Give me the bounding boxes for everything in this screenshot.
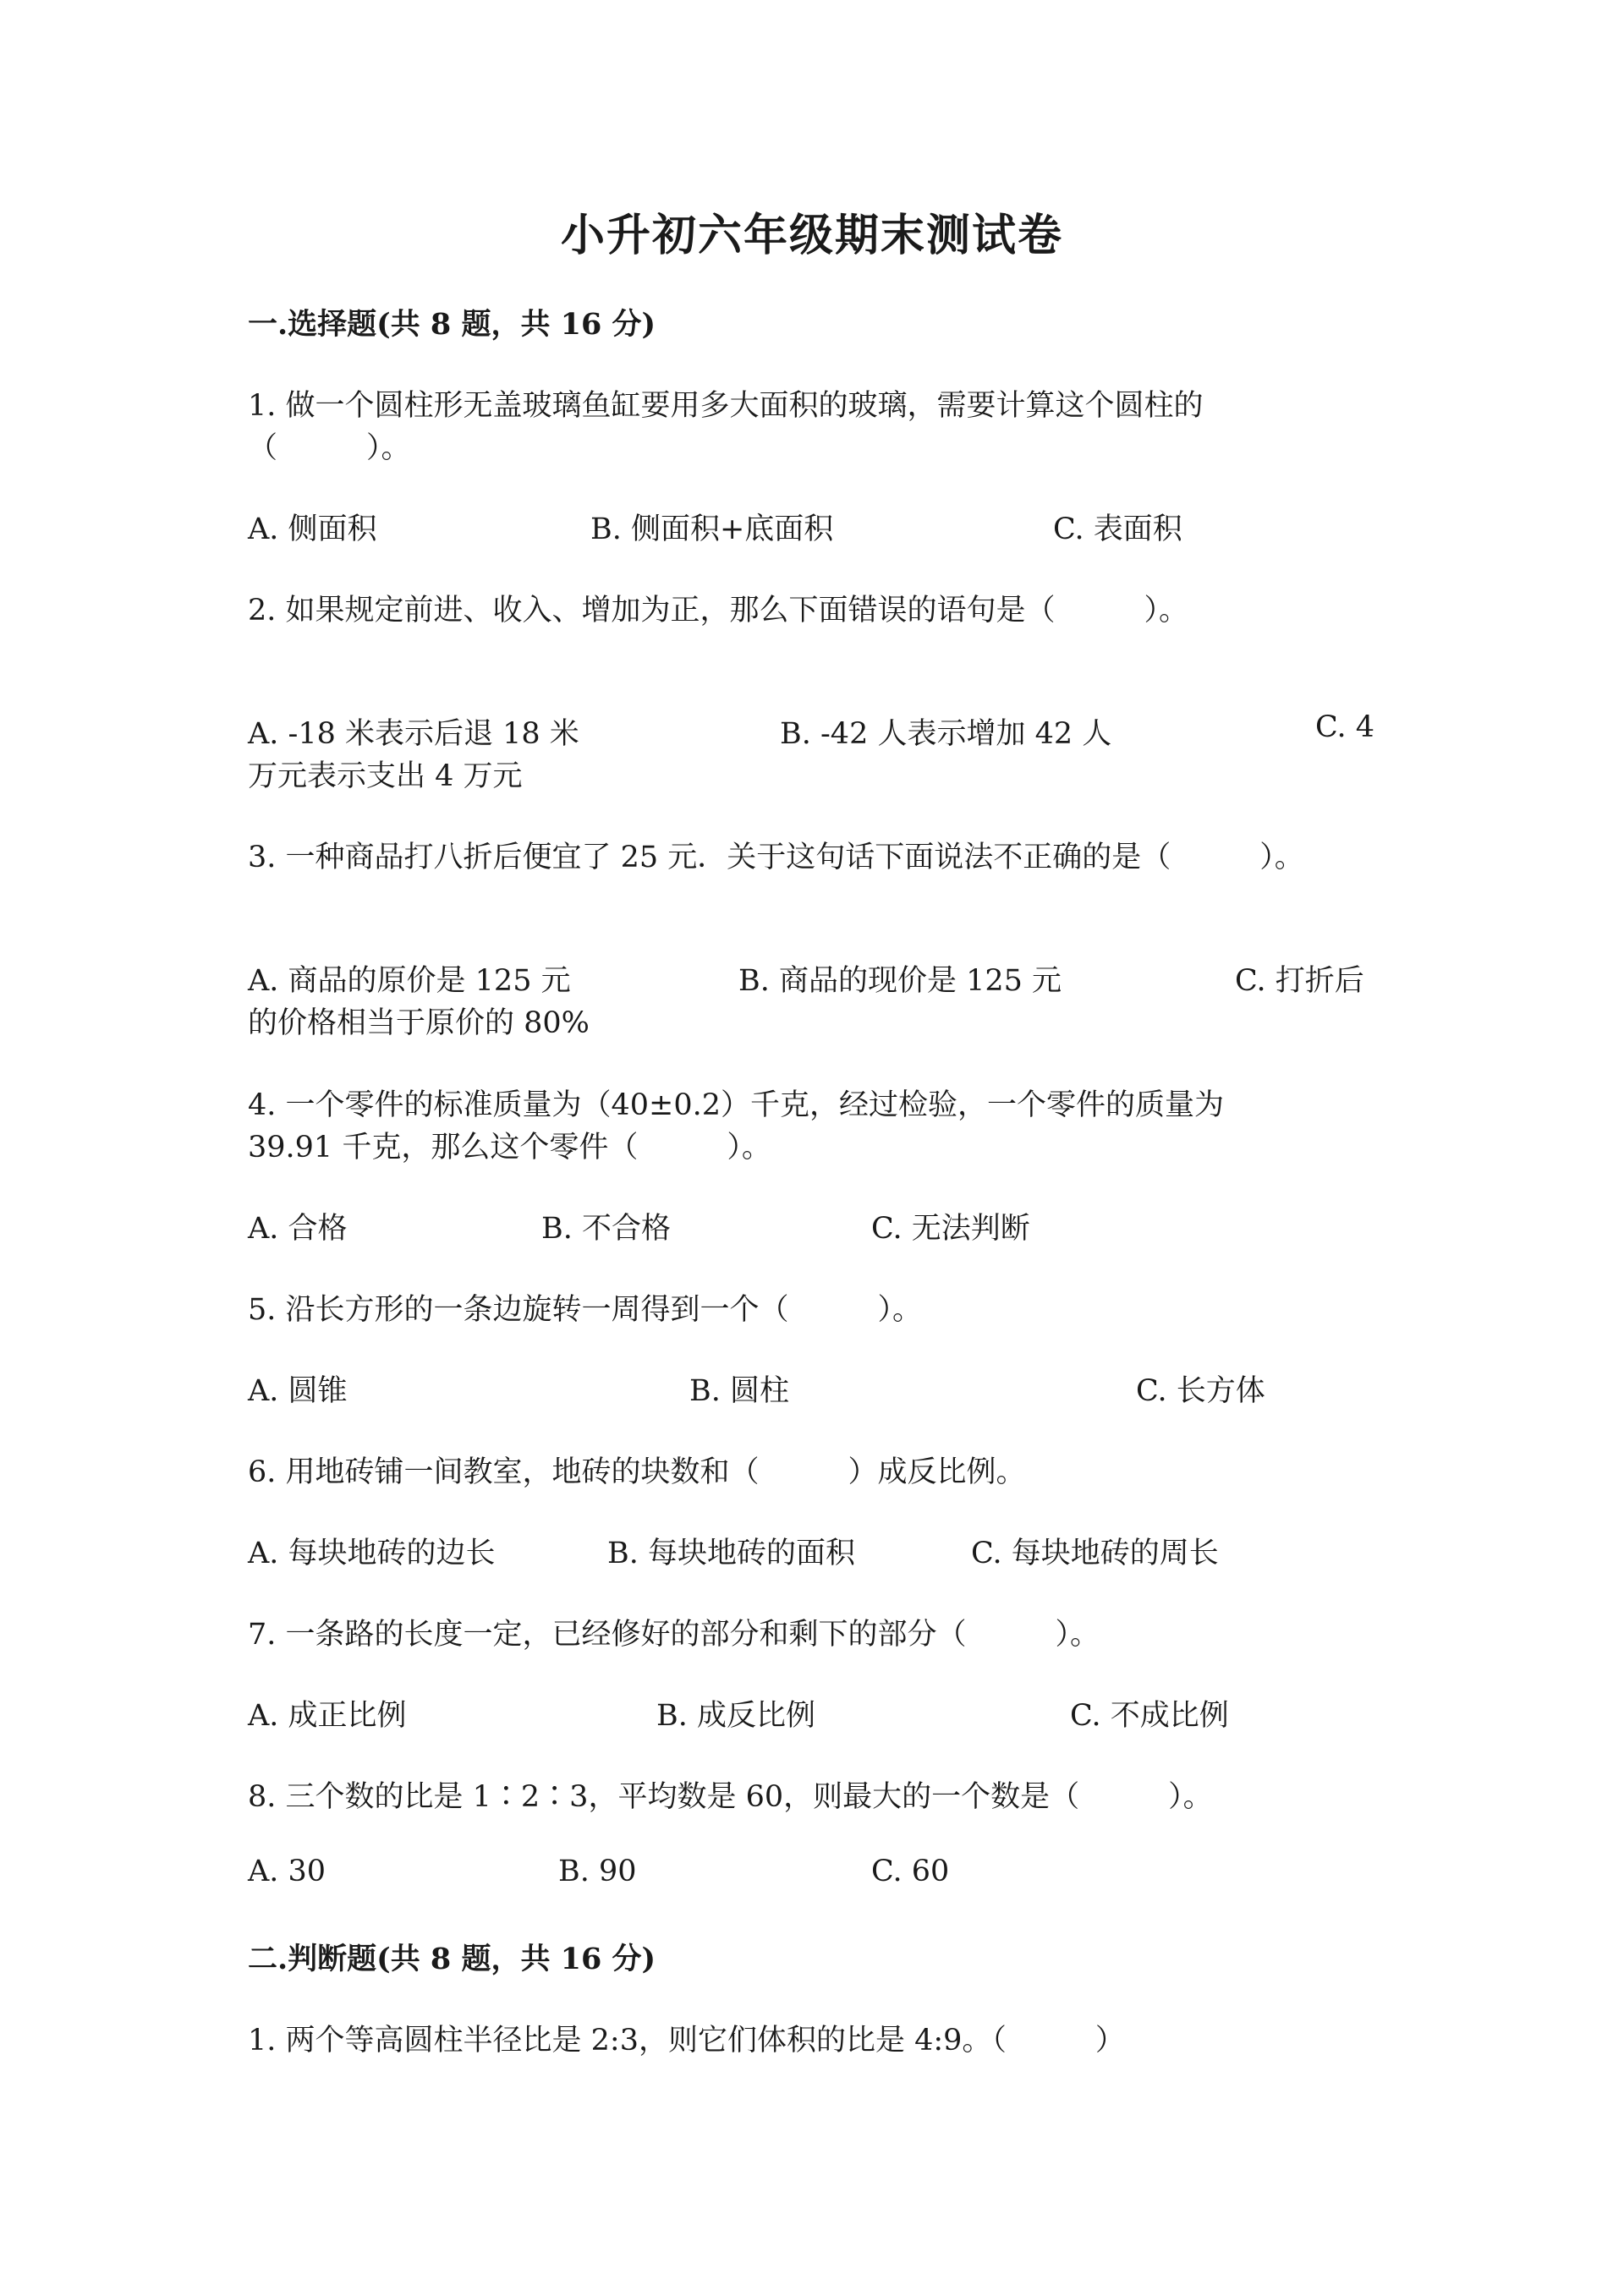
question-2-option-c: C. 4 [1315, 710, 1375, 744]
question-7-option-c: C. 不成比例 [1070, 1699, 1229, 1733]
question-4-option-c: C. 无法判断 [871, 1212, 1030, 1246]
question-4-option-a: A. 合格 [248, 1212, 348, 1246]
question-2-option-c-cont: 万元表示支出 4 万元 [248, 759, 523, 793]
page-title: 小升初六年级期末测试卷 [560, 210, 1063, 261]
question-1-option-b: B. 侧面积+底面积 [590, 512, 834, 546]
question-7-option-a: A. 成正比例 [248, 1699, 407, 1733]
question-1-option-c: C. 表面积 [1053, 512, 1182, 546]
question-6-option-c: C. 每块地砖的周长 [971, 1537, 1219, 1570]
question-7-stem: 7. 一条路的长度一定，已经修好的部分和剩下的部分（ ）。 [248, 1618, 1100, 1652]
question-3-option-c-cont: 的价格相当于原价的 80% [248, 1006, 590, 1040]
question-8-option-c: C. 60 [871, 1855, 950, 1888]
question-2-option-b: B. -42 人表示增加 42 人 [780, 717, 1112, 751]
question-6-option-a: A. 每块地砖的边长 [248, 1537, 496, 1570]
question-4-stem-cont: 39.91 千克，那么这个零件（ ）。 [248, 1131, 771, 1164]
question-1-stem: 1. 做一个圆柱形无盖玻璃鱼缸要用多大面积的玻璃，需要计算这个圆柱的 [248, 389, 1204, 423]
question-3-option-b: B. 商品的现价是 125 元 [738, 964, 1062, 998]
question-2-option-a: A. -18 米表示后退 18 米 [248, 717, 579, 751]
section-heading-choice: 一.选择题(共 8 题，共 16 分) [248, 307, 656, 342]
question-2-stem: 2. 如果规定前进、收入、增加为正，那么下面错误的语句是（ ）。 [248, 594, 1189, 627]
question-5-stem: 5. 沿长方形的一条边旋转一周得到一个（ ）。 [248, 1293, 923, 1327]
question-8-stem: 8. 三个数的比是 1∶2∶3，平均数是 60，则最大的一个数是（ ）。 [248, 1780, 1213, 1814]
question-6-stem: 6. 用地砖铺一间教室，地砖的块数和（ ）成反比例。 [248, 1455, 1026, 1489]
question-1-option-a: A. 侧面积 [248, 512, 377, 546]
question-3-option-c: C. 打折后 [1235, 964, 1364, 998]
section-heading-judgement: 二.判断题(共 8 题，共 16 分) [248, 1942, 656, 1976]
question-4-stem: 4. 一个零件的标准质量为（40±0.2）千克，经过检验，一个零件的质量为 [248, 1088, 1225, 1122]
question-5-option-c: C. 长方体 [1136, 1374, 1265, 1408]
question-1-stem-cont: （ ）。 [248, 431, 411, 465]
question-3-option-a: A. 商品的原价是 125 元 [248, 964, 571, 998]
question-5-option-a: A. 圆锥 [248, 1374, 348, 1408]
question-6-option-b: B. 每块地砖的面积 [607, 1537, 855, 1570]
question-3-stem: 3. 一种商品打八折后便宜了 25 元．关于这句话下面说法不正确的是（ ）。 [248, 841, 1304, 874]
judgement-question-1-stem: 1. 两个等高圆柱半径比是 2:3，则它们体积的比是 4:9。（ ） [248, 2024, 1125, 2058]
question-7-option-b: B. 成反比例 [656, 1699, 815, 1733]
question-4-option-b: B. 不合格 [541, 1212, 671, 1246]
question-8-option-b: B. 90 [558, 1855, 637, 1888]
question-8-option-a: A. 30 [248, 1855, 326, 1888]
question-5-option-b: B. 圆柱 [689, 1374, 789, 1408]
